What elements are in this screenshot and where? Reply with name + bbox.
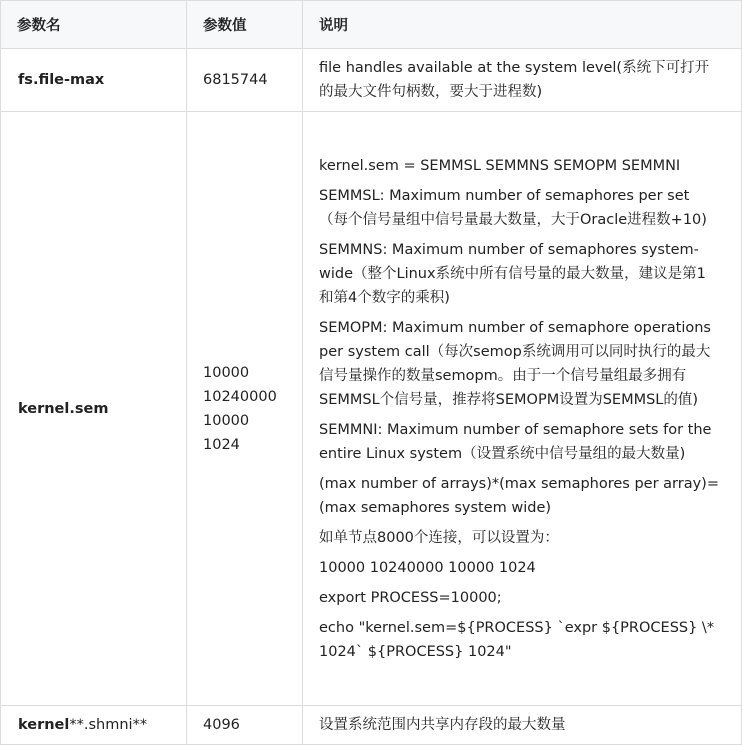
description-line: echo "kernel.sem=${PROCESS} `expr ${PROCESS} \* 1024` ${PROCESS} 1024" — [319, 619, 715, 660]
param-description — [303, 706, 742, 745]
param-name-rest: **.shmni** — [69, 717, 148, 733]
description-line: export PROCESS=10000; — [319, 589, 502, 606]
description-line: 设置系统范围内共享内存段的最大数量 — [319, 717, 566, 733]
description-line: SEMMNI: Maximum number of semaphore sets for the entire Linux system（设置系统中信号量组的最大数量) — [319, 421, 712, 462]
header-param-name: 参数名 — [1, 1, 187, 49]
param-name: kernel.sem — [1, 112, 187, 706]
description-line: 10000 10240000 10000 1024 — [319, 559, 536, 576]
table-header-row — [1, 1, 742, 49]
table-row — [1, 112, 742, 706]
param-value: 10000 10240000 10000 1024 — [187, 112, 303, 706]
table-row — [1, 706, 742, 745]
table-row — [1, 49, 742, 112]
header-param-value: 参数值 — [187, 1, 303, 49]
header-description: 说明 — [303, 1, 742, 49]
param-description — [303, 49, 742, 112]
param-value: 4096 — [187, 706, 303, 745]
param-name-bold: kernel — [18, 717, 70, 733]
description-line: (max number of arrays)*(max semaphores per array)=(max semaphores system wide) — [319, 475, 719, 516]
description-line: SEMMSL: Maximum number of semaphores per set （每个信号量组中信号量最大数量，大于Oracle进程数+10) — [319, 187, 707, 228]
description-line: SEMOPM: Maximum number of semaphore operations per system call（每次semop系统调用可以同时执行的最大信号量操作的数量semopm。由于一个信号量组最多拥有SEMMSL个信号量，推荐将SEMOPM设置为SEMMSL的值) — [319, 319, 711, 408]
description-line: 如单节点8000个连接，可以设置为： — [319, 529, 559, 546]
param-value: 6815744 — [187, 49, 303, 112]
param-description — [303, 112, 742, 706]
param-name: fs.file-max — [1, 49, 187, 112]
description-line: file handles available at the system level(系统下可打开的最大文件句柄数，要大于进程数) — [319, 60, 710, 100]
description-line: kernel.sem = SEMMSL SEMMNS SEMOPM SEMMNI — [319, 157, 681, 174]
description-line: SEMMNS: Maximum number of semaphores system-wide（整个Linux系统中所有信号量的最大数量，建议是第1和第4个数字的乘积) — [319, 241, 706, 306]
param-name — [1, 706, 187, 745]
